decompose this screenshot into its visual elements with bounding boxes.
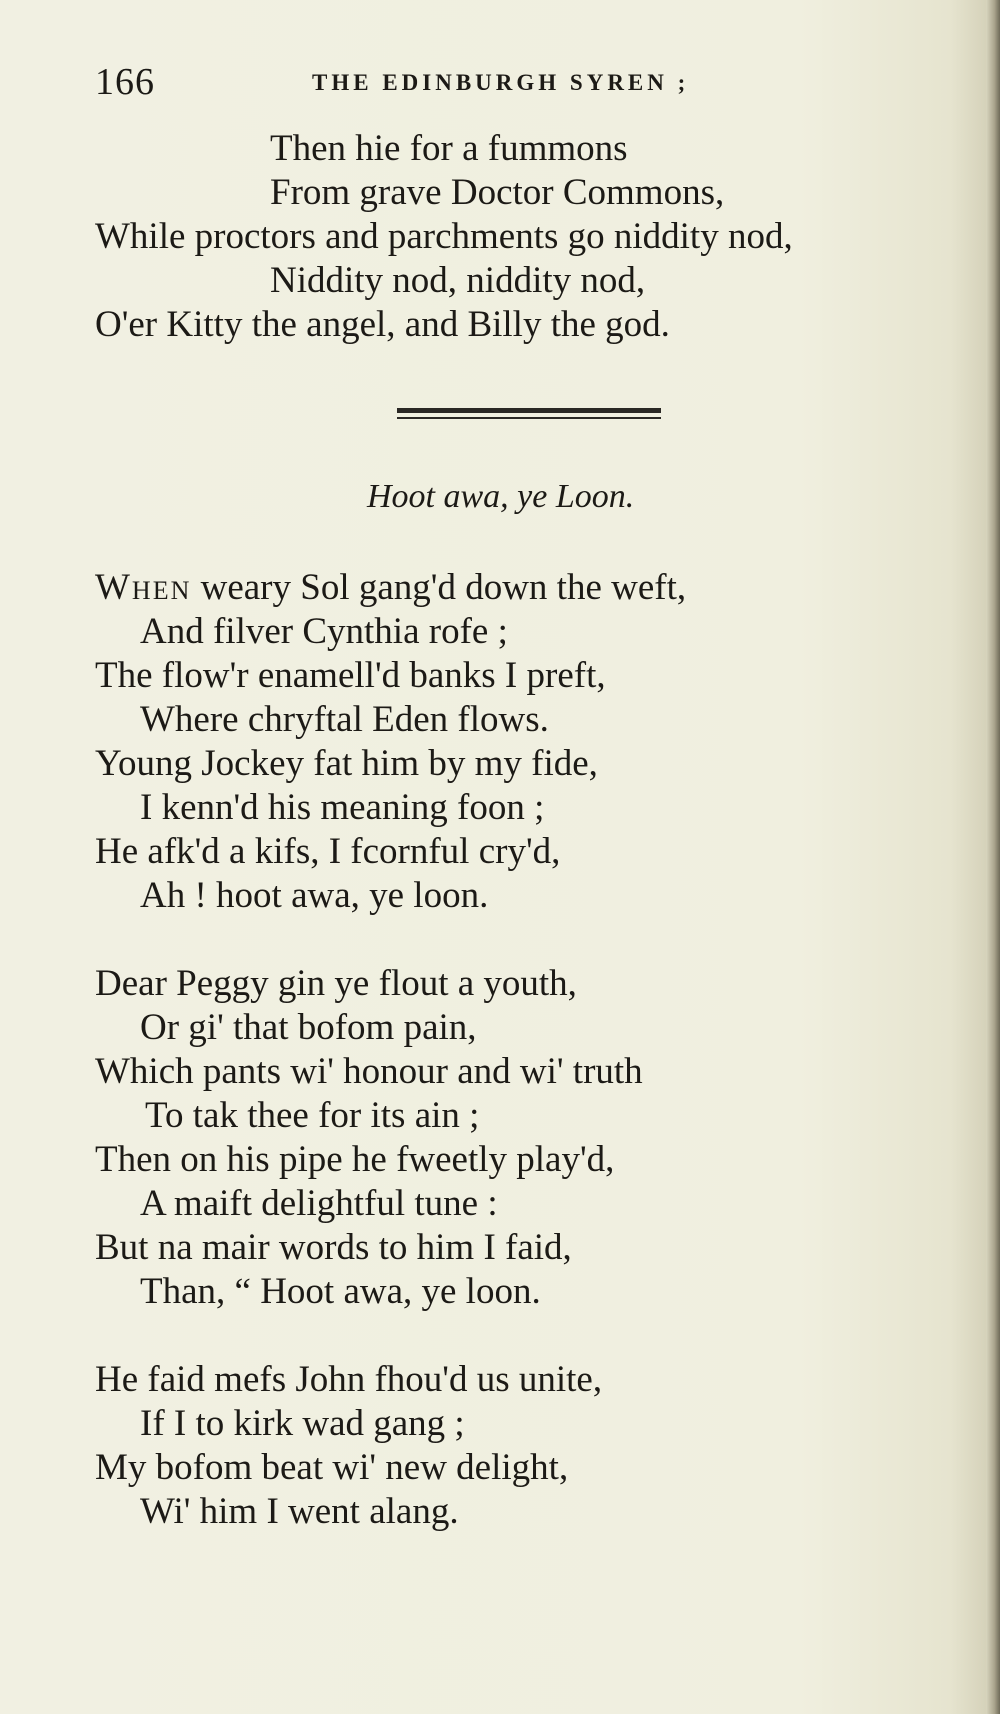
verse-line: When weary Sol gang'd down the weft, xyxy=(95,567,687,608)
page-header xyxy=(95,60,755,110)
verse-line: Then on his pipe he fweetly play'd, xyxy=(95,1139,615,1180)
verse-line: My bofom beat wi' new delight, xyxy=(95,1447,569,1488)
verse-line: Young Jockey fat him by my fide, xyxy=(95,743,598,784)
verse-line: I kenn'd his meaning foon ; xyxy=(140,787,545,828)
page-edge xyxy=(986,0,1000,1714)
verse-line: Niddity nod, niddity nod, xyxy=(270,260,646,301)
verse-line: While proctors and parchments go niddity nod, xyxy=(95,216,793,257)
verse-line: The flow'r enamell'd banks I preft, xyxy=(95,655,606,696)
verse-line: Or gi' that bofom pain, xyxy=(140,1007,477,1048)
verse-line: He faid mefs John fhou'd us unite, xyxy=(95,1359,603,1400)
verse-line: If I to kirk wad gang ; xyxy=(140,1403,465,1444)
verse-line: Wi' him I went alang. xyxy=(140,1491,459,1532)
song-title: Hoot awa, ye Loon. xyxy=(367,478,635,515)
verse-line: From grave Doctor Commons, xyxy=(270,172,725,213)
verse-line: Which pants wi' honour and wi' truth xyxy=(95,1051,643,1092)
verse-line: He afk'd a kifs, I fcornful cry'd, xyxy=(95,831,561,872)
verse-line: But na mair words to him I faid, xyxy=(95,1227,572,1268)
page-number: 166 xyxy=(95,61,155,103)
verse-line: To tak thee for its ain ; xyxy=(145,1095,480,1136)
section-divider xyxy=(397,408,661,419)
verse-line: Where chryftal Eden flows. xyxy=(140,699,549,740)
verse-line: Than, “ Hoot awa, ye loon. xyxy=(140,1271,541,1312)
first-word: When xyxy=(95,567,192,608)
verse-line: A maift delightful tune : xyxy=(140,1183,498,1224)
running-head: THE EDINBURGH SYREN ; xyxy=(312,70,690,95)
verse-line: O'er Kitty the angel, and Billy the god. xyxy=(95,304,670,345)
verse-line: Ah ! hoot awa, ye loon. xyxy=(140,875,489,916)
verse-line: Dear Peggy gin ye flout a youth, xyxy=(95,963,577,1004)
verse-line: Then hie for a fummons xyxy=(270,128,628,169)
verse-line: And filver Cynthia rofe ; xyxy=(140,611,508,652)
